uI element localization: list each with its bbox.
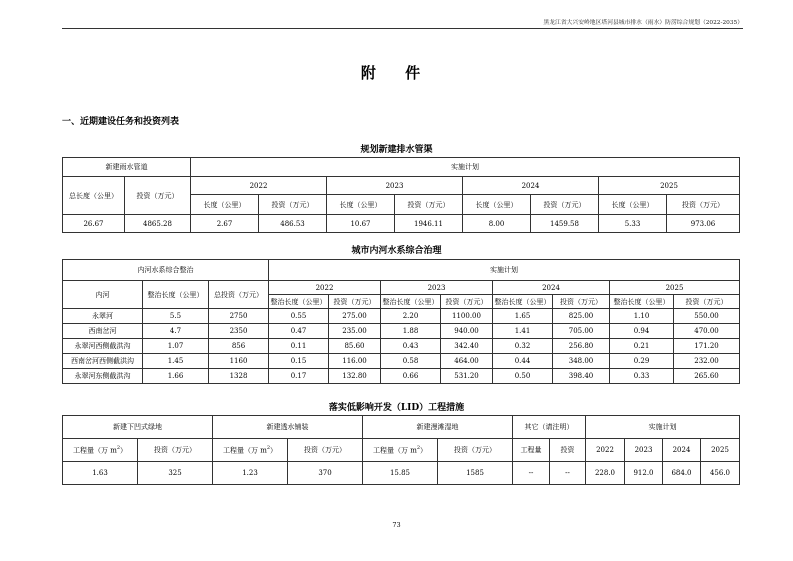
header-rule bbox=[62, 28, 743, 29]
table3-investment-header: 投资（万元） bbox=[138, 439, 213, 462]
table-cell: 0.55 bbox=[269, 309, 329, 324]
table-cell: 470.00 bbox=[674, 324, 740, 339]
table3-quantity-header: 工程量（万 $m^2$） bbox=[63, 439, 138, 462]
table1-year-header: 2023 bbox=[327, 177, 463, 195]
table-cell: 1.07 bbox=[143, 339, 209, 354]
table-cell: 0.11 bbox=[269, 339, 329, 354]
table3-year-header: 2022 bbox=[586, 439, 625, 462]
table3-investment-header: 投资 bbox=[550, 439, 586, 462]
table-cell: 940.00 bbox=[441, 324, 493, 339]
table-cell: 0.50 bbox=[493, 369, 553, 384]
table-cell: 8.00 bbox=[463, 215, 531, 233]
table-cell: 2.20 bbox=[381, 309, 441, 324]
table-cell: 1946.11 bbox=[395, 215, 463, 233]
table2-sub-header: 投资（万元） bbox=[441, 295, 493, 309]
table-cell: 705.00 bbox=[553, 324, 610, 339]
table3-group-header: 新建漫滩湿地 bbox=[363, 416, 513, 439]
table-cell: 256.80 bbox=[553, 339, 610, 354]
table1-year-header: 2022 bbox=[191, 177, 327, 195]
table3-group-header: 新建下凹式绿地 bbox=[63, 416, 213, 439]
table-cell: 0.58 bbox=[381, 354, 441, 369]
table-cell: 856 bbox=[209, 339, 269, 354]
table1-group-header: 新建雨水管道 bbox=[63, 158, 191, 177]
table-cell: 275.00 bbox=[329, 309, 381, 324]
table-cell: 0.17 bbox=[269, 369, 329, 384]
table2-sub-header: 整治长度（公里） bbox=[493, 295, 553, 309]
table1-sub-header: 投资（万元） bbox=[395, 195, 463, 215]
table-cell: 0.32 bbox=[493, 339, 553, 354]
table-row bbox=[63, 462, 740, 485]
table-cell: 1585 bbox=[438, 462, 513, 485]
table-cell: 西南岔河西侧截洪沟 bbox=[63, 354, 143, 369]
table-cell: 0.44 bbox=[493, 354, 553, 369]
table-cell: 370 bbox=[288, 462, 363, 485]
table-cell: 1.88 bbox=[381, 324, 441, 339]
table3-group-header: 新建透水铺装 bbox=[213, 416, 363, 439]
table-cell: 1328 bbox=[209, 369, 269, 384]
table3-quantity-header: 工程量（万 $m^2$） bbox=[213, 439, 288, 462]
table-cell: 5.5 bbox=[143, 309, 209, 324]
document-title: 附 件 bbox=[360, 64, 433, 82]
page-header: 黑龙江省大兴安岭地区塔河县城市排水（雨水）防涝综合规划（2022-2035） bbox=[543, 20, 743, 26]
table-cell: 4.7 bbox=[143, 324, 209, 339]
table-cell: 325 bbox=[138, 462, 213, 485]
table-cell: 永翠河西侧截洪沟 bbox=[63, 339, 143, 354]
table2-year-header: 2023 bbox=[381, 281, 493, 295]
table-cell: 0.43 bbox=[381, 339, 441, 354]
table3-group-header: 其它（请注明） bbox=[513, 416, 586, 439]
table-cell: 永翠河 bbox=[63, 309, 143, 324]
table-cell: 1.45 bbox=[143, 354, 209, 369]
table-cell: 228.0 bbox=[586, 462, 625, 485]
table1-sub-header: 长度（公里） bbox=[327, 195, 395, 215]
table2 bbox=[62, 259, 740, 384]
table2-year-header: 2022 bbox=[269, 281, 381, 295]
table-cell: 1.41 bbox=[493, 324, 553, 339]
table1-plan-header: 实施计划 bbox=[191, 158, 740, 177]
table-cell: 10.67 bbox=[327, 215, 395, 233]
page-number: 73 bbox=[392, 521, 401, 529]
table1-sub-header: 长度（公里） bbox=[463, 195, 531, 215]
table1-year-header: 2024 bbox=[463, 177, 599, 195]
table2-sub-header: 投资（万元） bbox=[674, 295, 740, 309]
table-cell: 永翠河东侧截洪沟 bbox=[63, 369, 143, 384]
table-cell: 1.63 bbox=[63, 462, 138, 485]
table-row bbox=[63, 324, 740, 339]
table-cell: 1100.00 bbox=[441, 309, 493, 324]
table3-title: 落实低影响开发（LID）工程措施 bbox=[328, 403, 465, 413]
table-cell: 15.85 bbox=[363, 462, 438, 485]
table-row bbox=[63, 215, 740, 233]
table2-sub-header: 整治长度（公里） bbox=[269, 295, 329, 309]
table1-sub-header: 投资（万元） bbox=[259, 195, 327, 215]
table-cell: 1459.58 bbox=[531, 215, 599, 233]
table-cell: 825.00 bbox=[553, 309, 610, 324]
table-cell: 171.20 bbox=[674, 339, 740, 354]
table-cell: 1.23 bbox=[213, 462, 288, 485]
table-cell: 2750 bbox=[209, 309, 269, 324]
table2-title: 城市内河水系综合治理 bbox=[351, 246, 442, 256]
table-row bbox=[63, 369, 740, 384]
table-cell: 1160 bbox=[209, 354, 269, 369]
table-cell: 26.67 bbox=[63, 215, 125, 233]
table-cell: 1.66 bbox=[143, 369, 209, 384]
table2-total-investment-header: 总投资（万元） bbox=[209, 281, 269, 309]
table-cell: 2.67 bbox=[191, 215, 259, 233]
table-cell: 116.00 bbox=[329, 354, 381, 369]
table-cell: 235.00 bbox=[329, 324, 381, 339]
table-cell: 464.00 bbox=[441, 354, 493, 369]
table3-investment-header: 投资（万元） bbox=[438, 439, 513, 462]
table-cell: 西南岔河 bbox=[63, 324, 143, 339]
table3-year-header: 2023 bbox=[625, 439, 663, 462]
table-cell: 1.10 bbox=[610, 309, 674, 324]
table1-sub-header: 长度（公里） bbox=[599, 195, 667, 215]
table-row bbox=[63, 354, 740, 369]
table3-quantity-header: 工程量 bbox=[513, 439, 550, 462]
table1-title: 规划新建排水管渠 bbox=[360, 145, 433, 155]
table-cell: -- bbox=[550, 462, 586, 485]
table3-year-header: 2024 bbox=[663, 439, 701, 462]
table2-sub-header: 投资（万元） bbox=[329, 295, 381, 309]
table1-sub-header: 长度（公里） bbox=[191, 195, 259, 215]
table-cell: 5.33 bbox=[599, 215, 667, 233]
table2-river-header: 内河 bbox=[63, 281, 143, 309]
table-cell: 973.06 bbox=[667, 215, 740, 233]
table-cell: 486.53 bbox=[259, 215, 327, 233]
table1 bbox=[62, 157, 740, 233]
table-cell: 684.0 bbox=[663, 462, 701, 485]
table2-year-header: 2025 bbox=[610, 281, 740, 295]
section-heading: 一、近期建设任务和投资列表 bbox=[62, 117, 180, 127]
table-cell: 1.65 bbox=[493, 309, 553, 324]
table3-investment-header: 投资（万元） bbox=[288, 439, 363, 462]
table3-plan-header: 实施计划 bbox=[586, 416, 740, 439]
table-cell: 342.40 bbox=[441, 339, 493, 354]
table-cell: 398.40 bbox=[553, 369, 610, 384]
table-cell: 232.00 bbox=[674, 354, 740, 369]
table-cell: 0.15 bbox=[269, 354, 329, 369]
table2-sub-header: 整治长度（公里） bbox=[610, 295, 674, 309]
table2-plan-header: 实施计划 bbox=[269, 260, 740, 281]
table1-sub-header: 投资（万元） bbox=[667, 195, 740, 215]
table-row bbox=[63, 339, 740, 354]
table-cell: 456.0 bbox=[701, 462, 740, 485]
table-cell: 0.29 bbox=[610, 354, 674, 369]
table-cell: 0.94 bbox=[610, 324, 674, 339]
table-cell: 531.20 bbox=[441, 369, 493, 384]
table-cell: -- bbox=[513, 462, 550, 485]
table-cell: 4865.28 bbox=[125, 215, 191, 233]
table2-length-header: 整治长度（公里） bbox=[143, 281, 209, 309]
table-cell: 0.47 bbox=[269, 324, 329, 339]
table3-year-header: 2025 bbox=[701, 439, 740, 462]
table-cell: 550.00 bbox=[674, 309, 740, 324]
table1-total-length-header: 总长度（公里） bbox=[63, 177, 125, 215]
table2-sub-header: 整治长度（公里） bbox=[381, 295, 441, 309]
table2-sub-header: 投资（万元） bbox=[553, 295, 610, 309]
table-cell: 0.21 bbox=[610, 339, 674, 354]
table2-group-header: 内河水系综合整治 bbox=[63, 260, 269, 281]
table-cell: 348.00 bbox=[553, 354, 610, 369]
table-cell: 0.33 bbox=[610, 369, 674, 384]
table1-investment-header: 投资（万元） bbox=[125, 177, 191, 215]
table1-sub-header: 投资（万元） bbox=[531, 195, 599, 215]
table-cell: 912.0 bbox=[625, 462, 663, 485]
table2-year-header: 2024 bbox=[493, 281, 610, 295]
table1-year-header: 2025 bbox=[599, 177, 740, 195]
table-cell: 0.66 bbox=[381, 369, 441, 384]
table-cell: 265.60 bbox=[674, 369, 740, 384]
table3-quantity-header: 工程量（万 $m^2$） bbox=[363, 439, 438, 462]
table-cell: 132.80 bbox=[329, 369, 381, 384]
table-cell: 2350 bbox=[209, 324, 269, 339]
table-cell: 85.60 bbox=[329, 339, 381, 354]
table-row bbox=[63, 309, 740, 324]
table3 bbox=[62, 415, 740, 485]
